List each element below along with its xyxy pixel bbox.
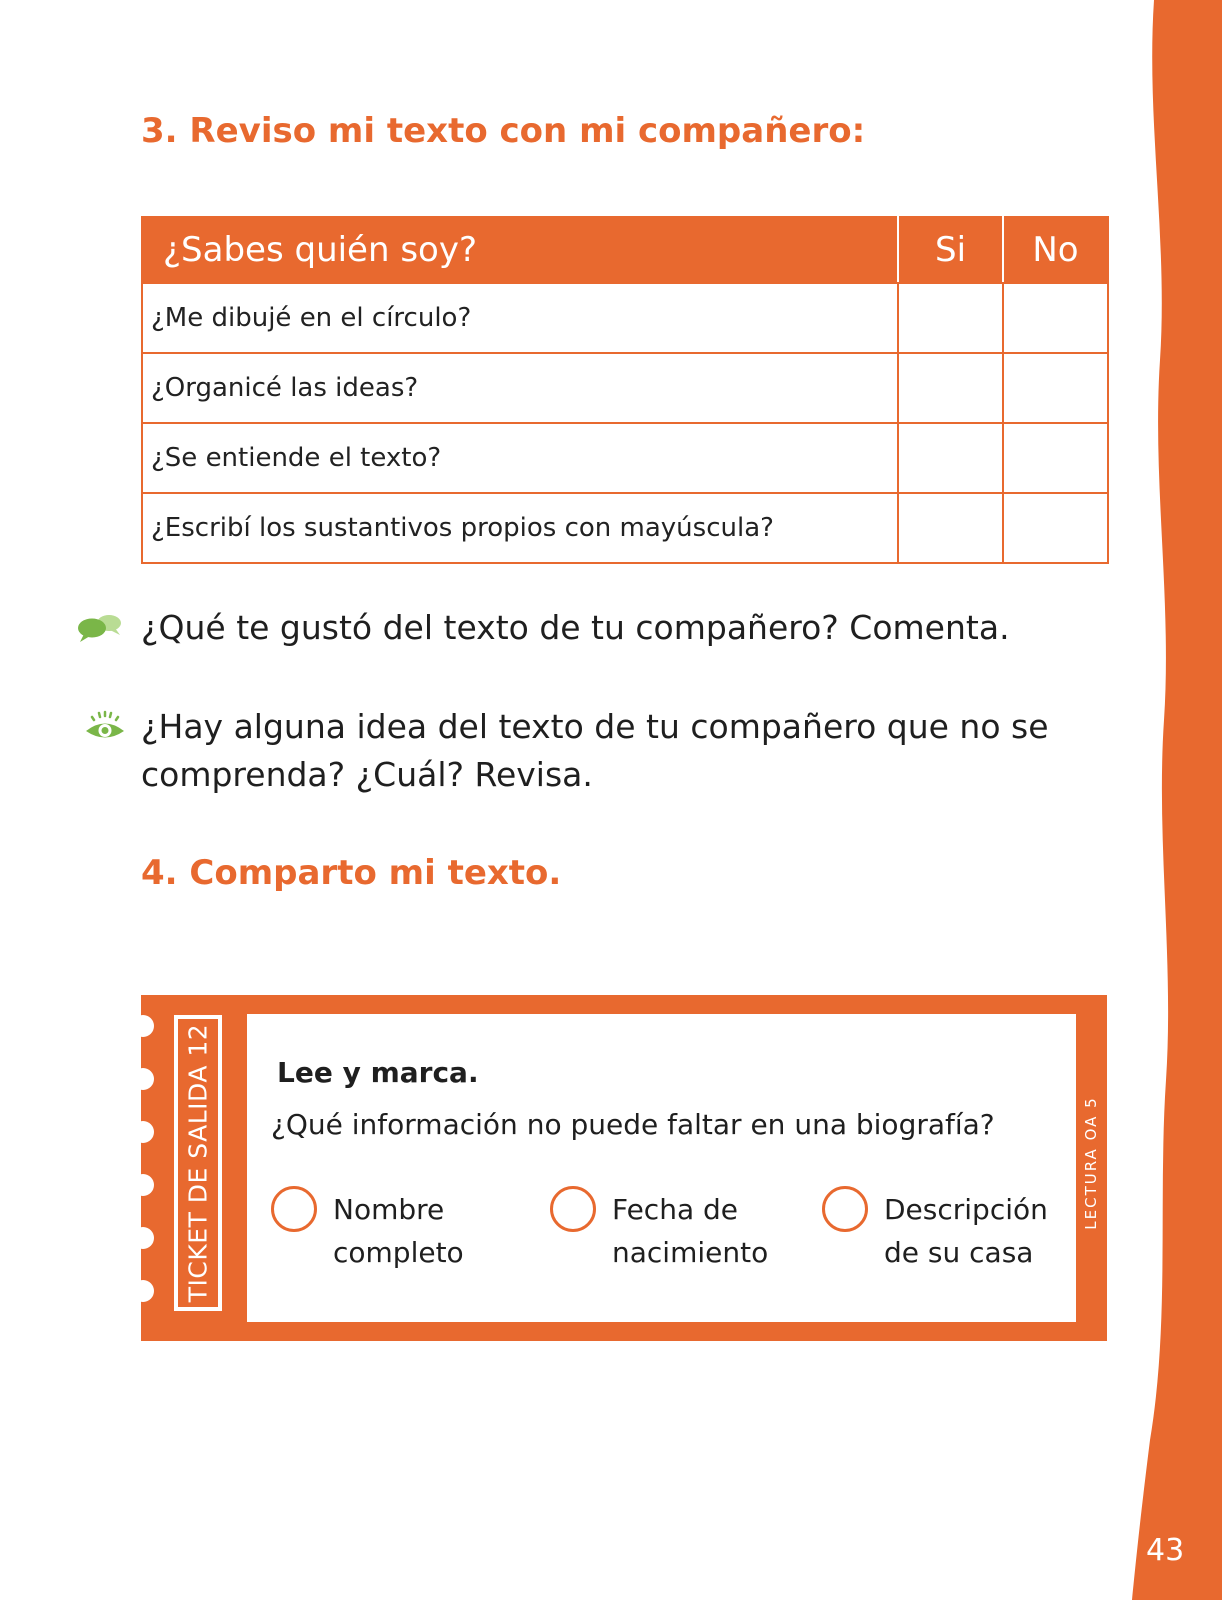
option-label: Fecha de nacimiento [612, 1193, 769, 1269]
yes-answer-cell[interactable] [898, 493, 1003, 563]
section-4-heading: 4. Comparto mi texto. [141, 853, 562, 893]
speech-bubbles-icon [76, 612, 124, 650]
option-radio-circle[interactable] [271, 1186, 317, 1232]
question-column-header: ¿Sabes quién soy? [142, 217, 898, 283]
section-3-heading: 3. Reviso mi texto con mi compañero: [141, 111, 866, 151]
ticket-body [247, 1014, 1076, 1322]
yes-answer-cell[interactable] [898, 353, 1003, 423]
ticket-side-label: LECTURA OA 5 [1082, 1096, 1100, 1230]
review-prompt: ¿Hay alguna idea del texto de tu compañero que no se comprenda? ¿Cuál? Revisa. [141, 707, 1049, 794]
ticket-notch [132, 1015, 154, 1037]
question-cell: ¿Organicé las ideas? [142, 353, 898, 423]
page-number: 43 [1146, 1533, 1185, 1568]
ticket-question: ¿Qué información no puede faltar en una biografía? [271, 1108, 995, 1141]
ticket-notch [132, 1068, 154, 1090]
table-row [142, 493, 1108, 563]
ticket-notch [132, 1227, 154, 1249]
revision-checklist-table [141, 216, 1109, 564]
question-cell: ¿Se entiende el texto? [142, 423, 898, 493]
question-cell: ¿Me dibujé en el círculo? [142, 283, 898, 353]
no-answer-cell[interactable] [1003, 423, 1108, 493]
exit-ticket [141, 995, 1107, 1341]
eye-icon [84, 710, 126, 748]
yes-column-header: Si [898, 217, 1003, 283]
option-label: Nombre completo [333, 1193, 464, 1269]
no-column-header: No [1003, 217, 1108, 283]
no-answer-cell[interactable] [1003, 493, 1108, 563]
option-label: Descripción de su casa [884, 1193, 1048, 1269]
orange-edge-band [1132, 0, 1222, 1600]
no-answer-cell[interactable] [1003, 353, 1108, 423]
table-row [142, 423, 1108, 493]
ticket-stub-label: TICKET DE SALIDA 12 [183, 1023, 213, 1303]
table-row [142, 283, 1108, 353]
table-header-row [142, 217, 1108, 283]
yes-answer-cell[interactable] [898, 423, 1003, 493]
option-radio-circle[interactable] [550, 1186, 596, 1232]
yes-answer-cell[interactable] [898, 283, 1003, 353]
ticket-notch [132, 1174, 154, 1196]
question-cell: ¿Escribí los sustantivos propios con mayúscula? [142, 493, 898, 563]
ticket-notch [132, 1121, 154, 1143]
ticket-notch [132, 1280, 154, 1302]
table-row [142, 353, 1108, 423]
option-radio-circle[interactable] [822, 1186, 868, 1232]
ticket-instruction: Lee y marca. [277, 1056, 479, 1089]
comment-prompt: ¿Qué te gustó del texto de tu compañero? Comenta. [141, 608, 1010, 647]
no-answer-cell[interactable] [1003, 283, 1108, 353]
